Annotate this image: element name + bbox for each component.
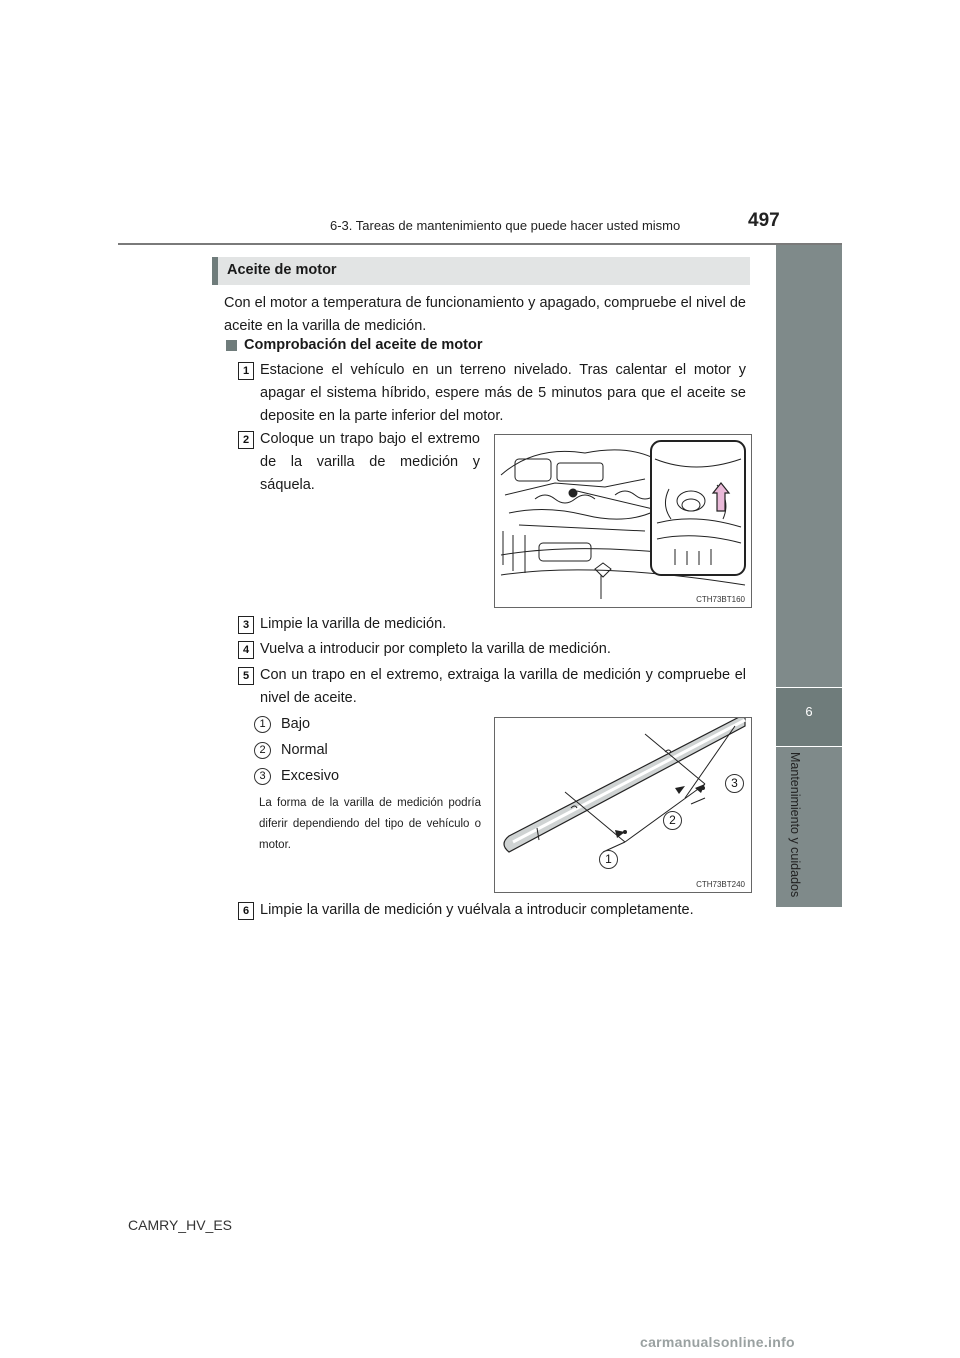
- callout-number: 1: [599, 850, 618, 869]
- subheading: Comprobación del aceite de motor: [244, 337, 483, 353]
- figure-code: CTH73BT160: [696, 595, 745, 604]
- level-number-circle: 1: [254, 716, 271, 733]
- footer-model-code: CAMRY_HV_ES: [128, 1217, 233, 1233]
- step-text: Coloque un trapo bajo el extremo de la varilla de medición y sáquela.: [260, 431, 480, 493]
- dipstick-illustration: [495, 718, 751, 892]
- figure-code: CTH73BT240: [696, 880, 745, 889]
- engine-illustration: [495, 435, 751, 607]
- level-label: Excesivo: [281, 768, 340, 784]
- callout-1: [599, 850, 618, 869]
- callout-2: [663, 811, 682, 830]
- step-number-badge: 5: [238, 667, 254, 685]
- step-text: Con un trapo en el extremo, extraiga la varilla de medición y compruebe el nivel de aceite.: [260, 667, 746, 706]
- step-text: Estacione el vehículo en un terreno nivelado. Tras calentar el motor y apagar el sistema híbrido, espere más de 5 minutos para que el aceite se deposite en la parte inferior del motor.: [260, 362, 746, 424]
- level-number-circle: 3: [254, 768, 271, 785]
- step-text: Limpie la varilla de medición y vuélvala a introducir completamente.: [260, 902, 694, 918]
- callout-number: 3: [725, 774, 744, 793]
- step-number-badge: 1: [238, 362, 254, 380]
- side-tab-upper: [776, 245, 842, 687]
- section-heading: [212, 257, 750, 285]
- watermark: carmanualsonline.info: [640, 1334, 795, 1350]
- step-text: Vuelva a introducir por completo la varilla de medición.: [260, 641, 611, 657]
- callout-number: 2: [663, 811, 682, 830]
- level-label: Bajo: [281, 716, 311, 732]
- dipstick-figure: [494, 717, 752, 893]
- step-number-badge: 2: [238, 431, 254, 449]
- header-rule: [118, 243, 842, 245]
- level-number-circle: 2: [254, 742, 271, 759]
- callout-3: [725, 774, 744, 793]
- section-heading-text: Aceite de motor: [227, 262, 337, 278]
- engine-figure: [494, 434, 752, 608]
- step-text: Limpie la varilla de medición.: [260, 616, 447, 632]
- step-number-badge: 3: [238, 616, 254, 634]
- level-label: Normal: [281, 742, 328, 758]
- section-heading-bar: [212, 257, 218, 285]
- chapter-label: Mantenimiento y cuidados: [788, 752, 802, 898]
- step-number-badge: 4: [238, 641, 254, 659]
- section-intro: Con el motor a temperatura de funcionamiento y apagado, compruebe el nivel de aceite en la varilla de medición.: [224, 295, 746, 334]
- chapter-number: 6: [805, 704, 813, 719]
- header-section-title: 6-3. Tareas de mantenimiento que puede hacer usted mismo: [330, 218, 681, 233]
- chapter-label-container: [784, 752, 804, 912]
- page-number: 497: [748, 210, 780, 231]
- dipstick-note: La forma de la varilla de medición podría diferir dependiendo del tipo de vehículo o motor.: [259, 797, 481, 851]
- bullet-square-icon: [226, 340, 237, 351]
- step-number-badge: 6: [238, 902, 254, 920]
